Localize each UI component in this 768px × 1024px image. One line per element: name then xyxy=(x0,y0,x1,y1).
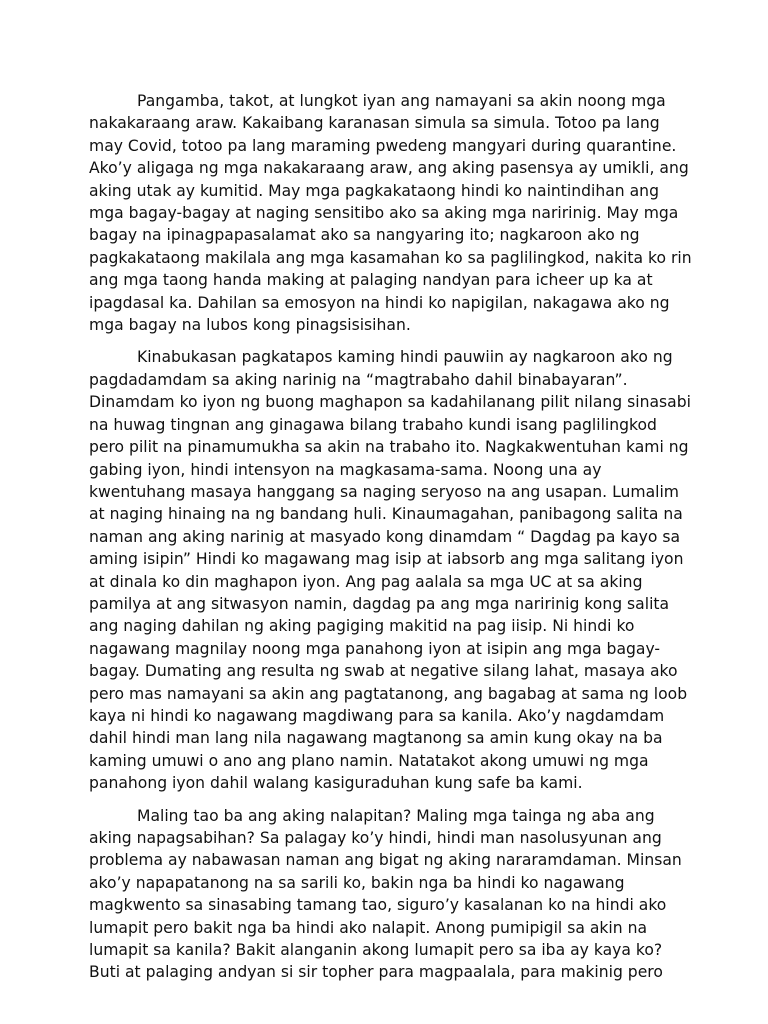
text-line: naman ang aking narinig at masyado kong dinamdam “ Dagdag pa kayo sa xyxy=(89,527,681,546)
text-line: ang mga taong handa making at palaging nandyan para icheer up ka at xyxy=(89,271,653,290)
text-line: mga bagay-bagay at naging sensitibo ako sa aking mga naririnig. May mga xyxy=(89,204,679,223)
text-line: at naging hinaing na ng bandang huli. Kinaumagahan, panibagong salita na xyxy=(89,505,683,524)
text-line: kaya ni hindi ko nagawang magdiwang para sa kanila. Ako’y nagdamdam xyxy=(89,706,665,725)
paragraph-1 xyxy=(89,90,692,336)
text-line: mga bagay na lubos kong pinagsisisihan. xyxy=(89,316,411,335)
text-line: ipagdasal ka. Dahilan sa emosyon na hindi ko napigilan, nakagawa ako ng xyxy=(89,293,670,312)
text-line: Pangamba, takot, at lungkot iyan ang namayani sa akin noong mga xyxy=(137,92,666,110)
text-line: kwentuhang masaya hanggang sa naging seryoso na ang usapan. Lumalim xyxy=(89,482,679,501)
text-line: ang naging dahilan ng aking pagiging makitid na pag iisip. Ni hindi ko xyxy=(89,617,635,636)
text-line: pamilya at ang sitwasyon namin, dagdag pa ang mga naririnig kong salita xyxy=(89,594,670,613)
text-line: Ako’y aligaga ng mga nakakaraang araw, ang aking pasensya ay umikli, ang xyxy=(89,159,689,178)
text-line: dahil hindi man lang nila nagawang magtanong sa amin kung okay na ba xyxy=(89,729,663,748)
text-line: bagay na ipinagpapasalamat ako sa nangyaring ito; nagkaroon ako ng xyxy=(89,226,640,245)
text-line: pagdadamdam sa aking narinig na “magtrabaho dahil binabayaran”. xyxy=(89,370,628,389)
text-line: Dinamdam ko iyon ng buong maghapon sa kadahilanang pilit nilang sinasabi xyxy=(89,393,691,412)
text-line: may Covid, totoo pa lang maraming pwedeng mangyari during quarantine. xyxy=(89,136,677,155)
text-line: pagkakataong makilala ang mga kasamahan ko sa paglilingkod, nakita ko rin xyxy=(89,248,692,267)
text-line: aking napagsabihan? Sa palagay ko’y hindi, hindi man nasolusyunan ang xyxy=(89,829,662,847)
text-line: na huwag tingnan ang ginagawa bilang trabaho kundi isang paglilingkod xyxy=(89,415,657,434)
text-line: pero pilit na pinamumukha sa akin na trabaho ito. Nagkakwentuhan kami ng xyxy=(89,438,689,457)
text-line: gabing iyon, hindi intensyon na magkasama-sama. Noong una ay xyxy=(89,460,602,479)
text-line: ako’y napapatanong na sa sarili ko, bakin nga ba hindi ko nagawang xyxy=(89,873,625,892)
document-body xyxy=(89,90,692,994)
text-line: Maling tao ba ang aking nalapitan? Maling mga tainga ng aba ang xyxy=(137,806,655,825)
text-line: aking utak ay kumitid. May mga pagkakataong hindi ko naintindihan ang xyxy=(89,181,659,200)
text-line: kaming umuwi o ano ang plano namin. Natatakot akong umuwi ng mga xyxy=(89,751,649,770)
text-line: aming isipin” Hindi ko magawang mag isip at iabsorb ang mga salitang iyon xyxy=(89,550,684,569)
text-line: problema ay nabawasan naman ang bigat ng aking nararamdaman. Minsan xyxy=(89,851,682,870)
text-line: lumapit pero bakit nga ba hindi ako nalapit. Anong pumipigil sa akin na xyxy=(89,918,648,937)
text-line: lumapit sa kanila? Bakit alanganin akong lumapit pero sa iba ay kaya ko? xyxy=(89,941,663,960)
text-line: nagawang magnilay noong mga panahong iyon at isipin ang mga bagay- xyxy=(89,639,661,658)
text-line: magkwento sa sinasabing tamang tao, siguro’y kasalanan ko na hindi ako xyxy=(89,896,667,915)
text-line: bagay. Dumating ang resulta ng swab at negative silang lahat, masaya ako xyxy=(89,662,678,681)
text-line: panahong iyon dahil walang kasiguraduhan kung safe ba kami. xyxy=(89,774,583,793)
text-line: at dinala ko din maghapon iyon. Ang pag aalala sa mga UC at sa aking xyxy=(89,572,643,591)
paragraph-2 xyxy=(89,346,691,794)
text-line: Buti at palaging andyan si sir topher para magpaalala, para makinig pero xyxy=(89,963,663,982)
paragraph-3 xyxy=(89,805,682,984)
text-line: pero mas namayani sa akin ang pagtatanong, ang bagabag at sama ng loob xyxy=(89,684,688,703)
text-line: nakakaraang araw. Kakaibang karanasan simula sa simula. Totoo pa lang xyxy=(89,114,660,133)
text-line: Kinabukasan pagkatapos kaming hindi pauwiin ay nagkaroon ako ng xyxy=(137,348,673,367)
